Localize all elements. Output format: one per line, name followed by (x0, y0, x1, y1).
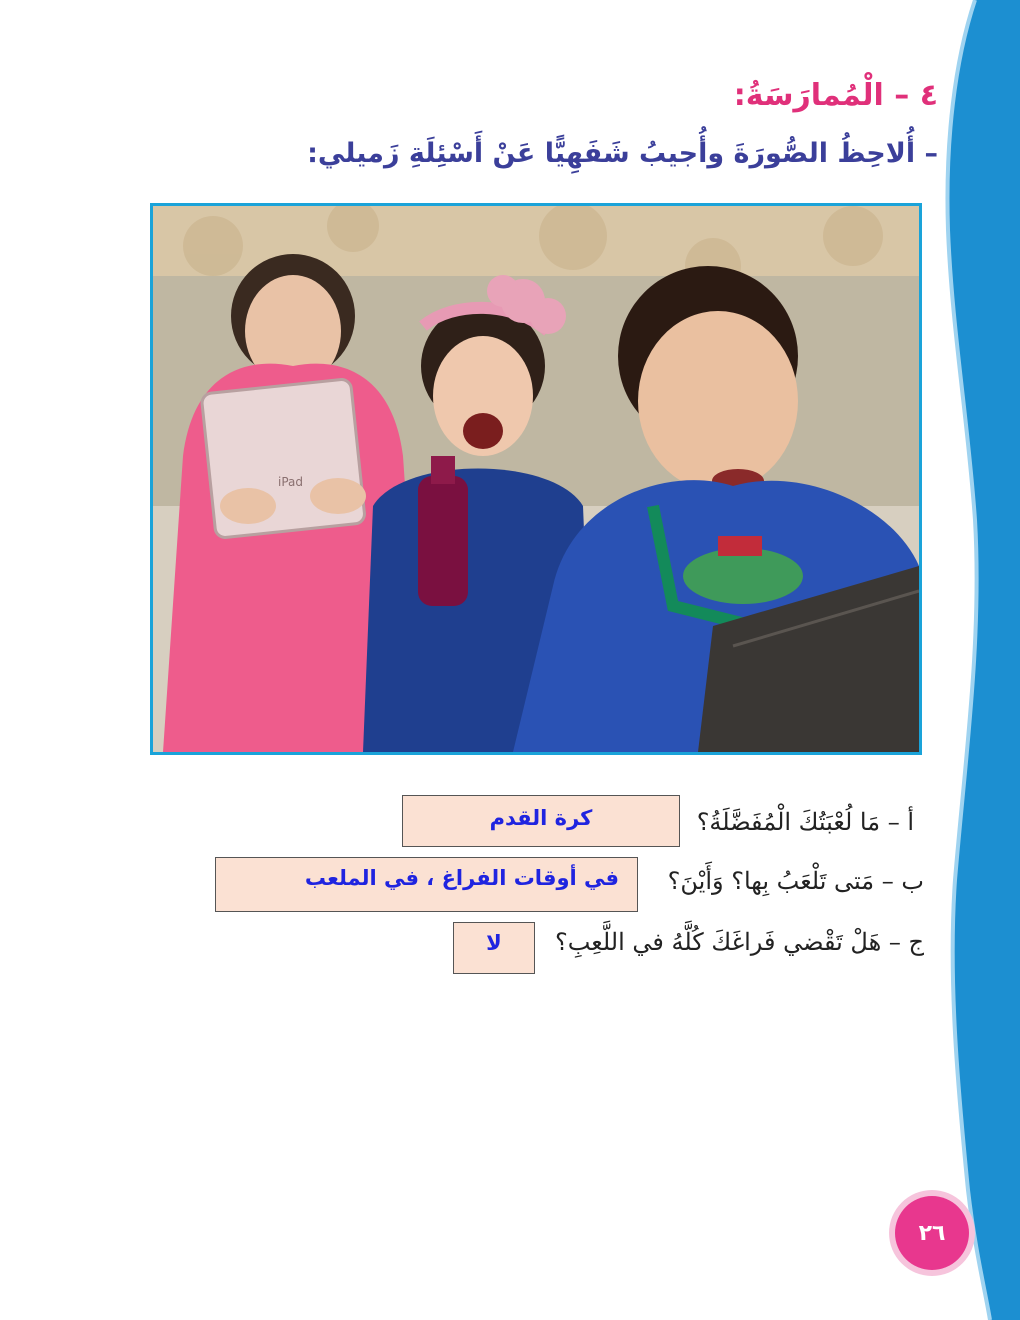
question-c: ج – هَلْ تَقْضي فَراغَكَ كُلَّهُ في اللَّعِبِ؟ (554, 928, 924, 956)
question-a: أ – مَا لُعْبَتُكَ الْمُفَضَّلَةُ؟ (696, 808, 914, 836)
page-number: ٢٦ (918, 1220, 946, 1246)
children-playing-photo (150, 203, 922, 755)
question-b: ب – مَتى تَلْعَبُ بِها؟ وَأَيْنَ؟ (667, 867, 924, 895)
section-heading: ٤ – الْمُمارَسَةُ: (733, 78, 938, 113)
page-number-badge (895, 1196, 969, 1270)
answer-c-field[interactable] (453, 922, 535, 974)
answer-c-text: لا (486, 931, 502, 955)
instruction-text: – أُلاحِظُ الصُّورَةَ وأُجيبُ شَفَهِيًّا عَنْ أَسْئِلَةِ زَميلي: (307, 138, 938, 169)
answer-b-text: في أوقات الفراغ ، في الملعب (304, 866, 619, 890)
answer-a-field[interactable] (402, 795, 680, 847)
tablet-label: iPad (278, 475, 304, 489)
answer-b-field[interactable] (215, 857, 638, 912)
answer-a-text: كرة القدم (489, 806, 593, 830)
